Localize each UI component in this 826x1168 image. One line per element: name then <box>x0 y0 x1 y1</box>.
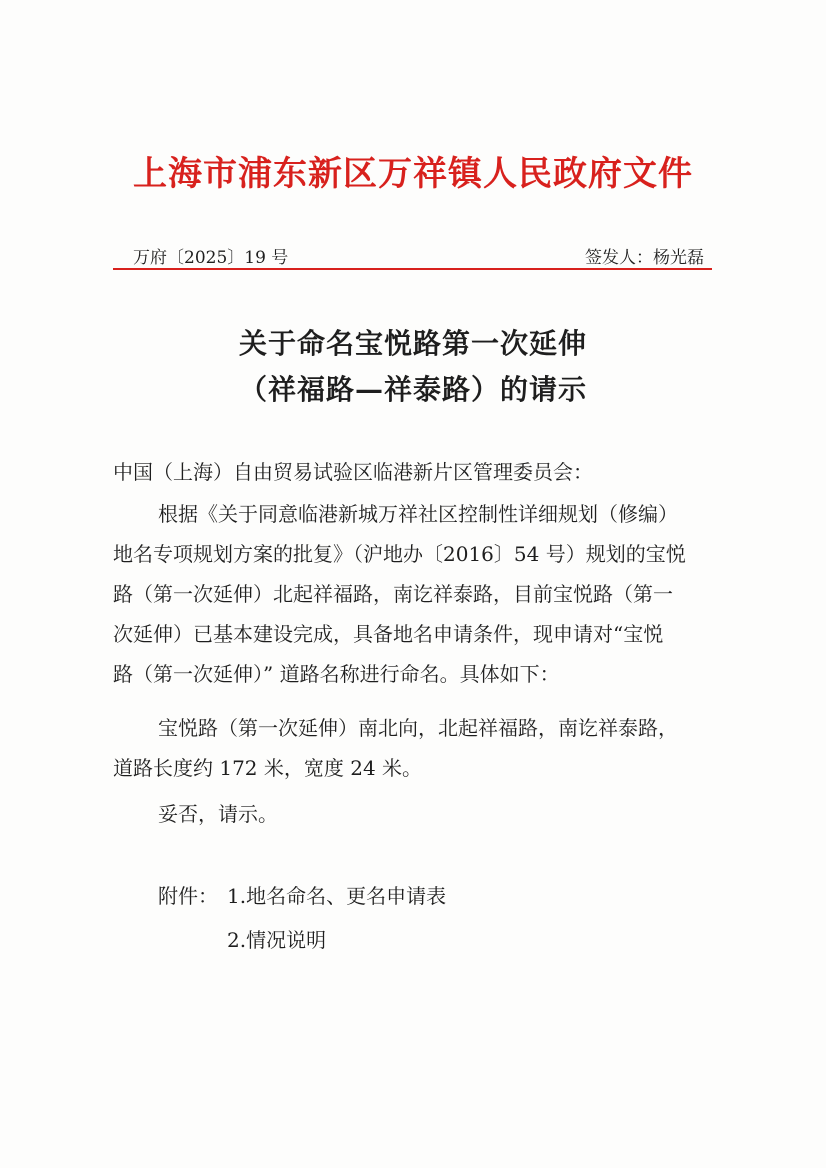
red-divider-line <box>113 268 712 270</box>
attachment-item: 1.地名命名、更名申请表 <box>227 884 447 908</box>
paragraph-2 <box>113 708 727 788</box>
closing-remark: 妥否，请示。 <box>158 802 278 826</box>
attachments-label: 附件： <box>158 884 218 908</box>
paragraph-line: 道路长度约 172 米，宽度 24 米。 <box>113 756 423 780</box>
salutation: 中国（上海）自由贸易试验区临港新片区管理委员会： <box>113 460 593 484</box>
paragraph-line: 宝悦路（第一次延伸）南北向，北起祥福路，南讫祥泰路， <box>158 716 678 740</box>
paragraph-line: 根据《关于同意临港新城万祥社区控制性详细规划（修编） <box>158 502 678 526</box>
paragraph-line: 次延伸）已基本建设完成，具备地名申请条件，现申请对“宝悦 <box>113 622 664 646</box>
document-number: 万府〔2025〕19 号 <box>133 248 289 268</box>
issuing-authority-header: 上海市浦东新区万祥镇人民政府文件 <box>133 154 693 194</box>
document-title-line-2: （祥福路—祥泰路）的请示 <box>238 373 587 406</box>
paragraph-line: 路（第一次延伸）北起祥福路，南讫祥泰路，目前宝悦路（第一 <box>113 582 673 606</box>
paragraph-line: 路（第一次延伸）” 道路名称进行命名。具体如下： <box>113 662 560 686</box>
paragraph-line: 地名专项规划方案的批复》（沪地办〔2016〕54 号）规划的宝悦 <box>113 542 686 566</box>
attachment-item: 2.情况说明 <box>227 928 327 952</box>
document-title-line-1: 关于命名宝悦路第一次延伸 <box>238 327 587 360</box>
paragraph-1 <box>113 494 727 694</box>
signer: 签发人：杨光磊 <box>585 248 704 268</box>
